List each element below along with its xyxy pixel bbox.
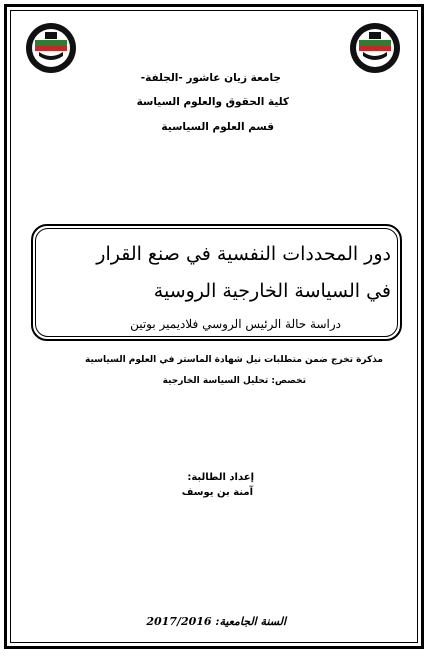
- thesis-subtitle: دراسة حالة الرئيس الروسي فلاديمير بوتين: [130, 317, 341, 331]
- student-name: آمنة بن يوسف: [181, 487, 253, 498]
- prepared-by-label: إعداد الطالبة:: [187, 472, 254, 483]
- thesis-title-line-2: في السياسة الخارجية الروسية: [153, 280, 391, 302]
- university-name: جامعة زيان عاشور -الجلفة-: [140, 72, 281, 84]
- academic-year: السنة الجامعية: 2017/2016: [146, 615, 286, 628]
- university-logo-right: [349, 22, 401, 74]
- department-name: قسم العلوم السياسية: [161, 121, 274, 133]
- thesis-specialty: تخصص: تحليل السياسة الخارجية: [162, 376, 306, 386]
- thesis-purpose: مذكرة تخرج ضمن متطلبات نيل شهادة الماستر في العلوم السياسية: [85, 355, 383, 365]
- thesis-title-line-1: دور المحددات النفسية في صنع القرار: [96, 243, 391, 265]
- faculty-name: كلية الحقوق والعلوم السياسة: [136, 96, 289, 108]
- university-logo-left: [25, 22, 77, 74]
